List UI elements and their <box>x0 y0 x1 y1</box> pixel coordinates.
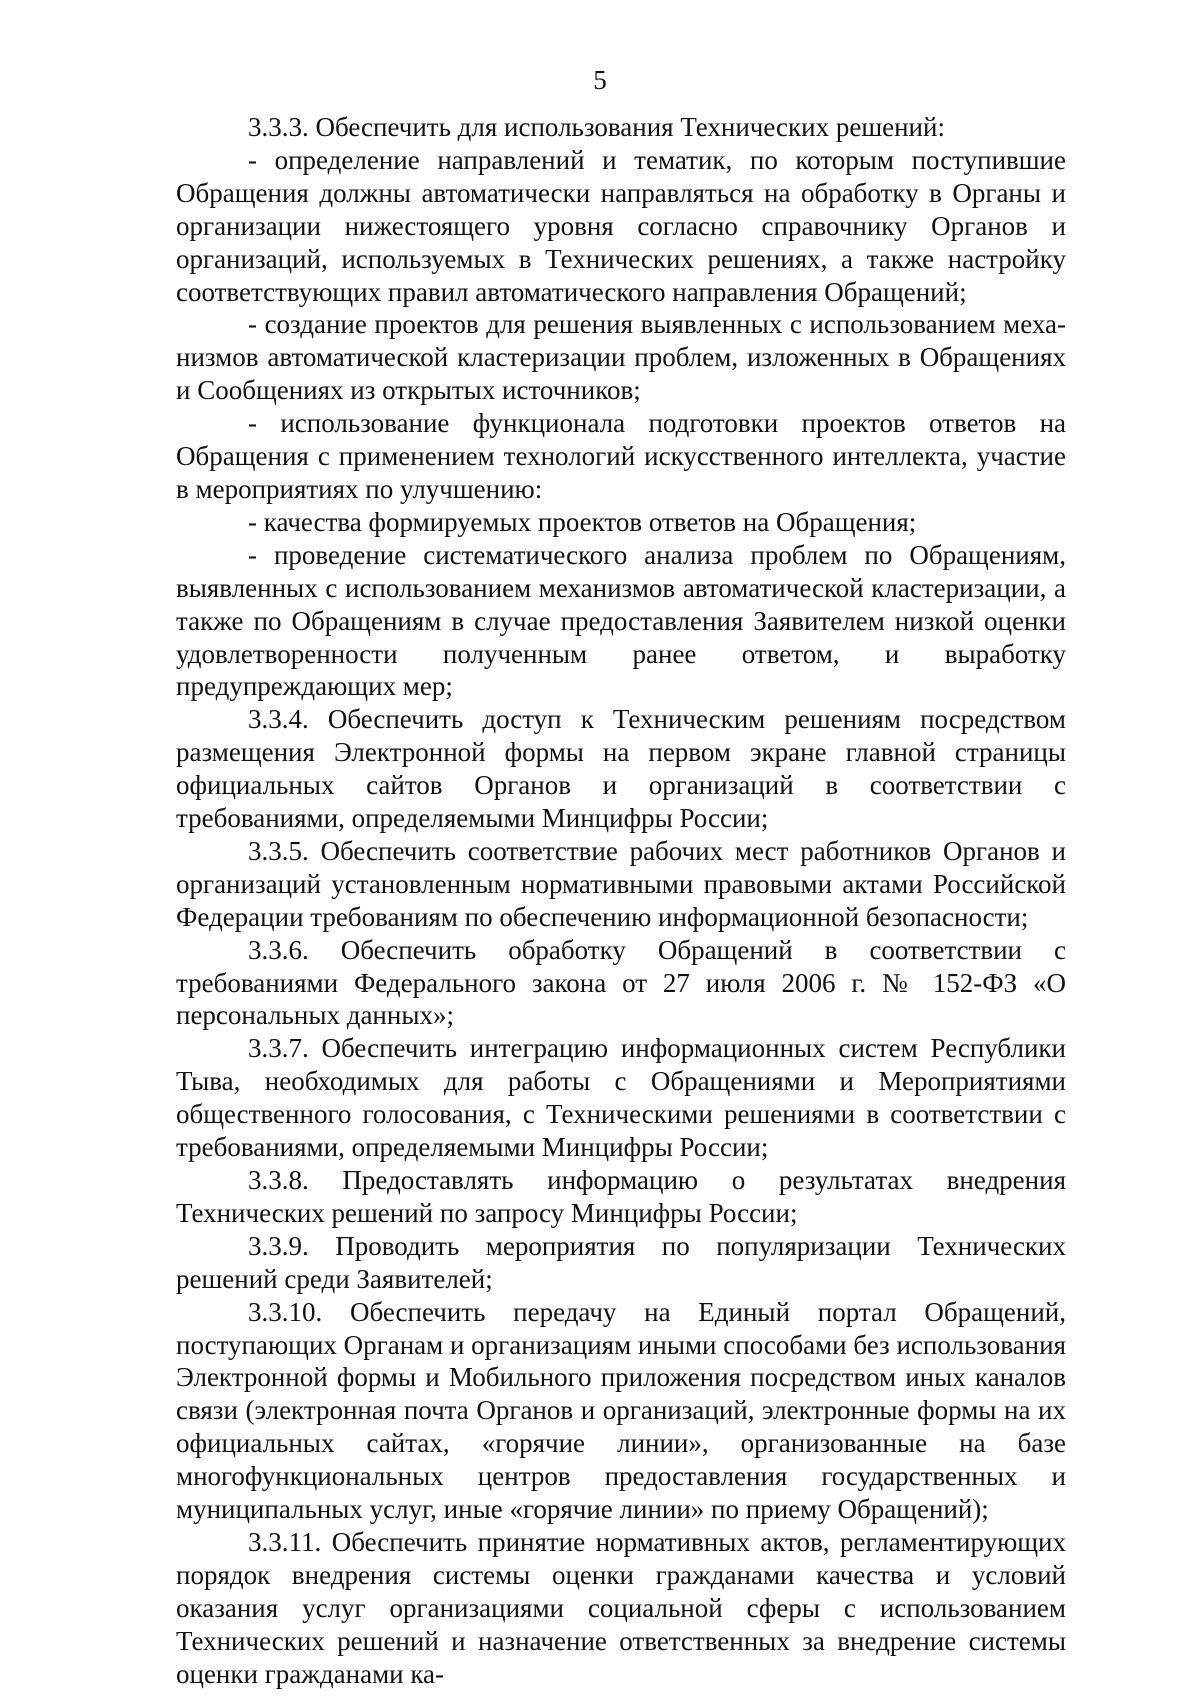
list-item-projects: - создание проектов для решения выявленных с использованием механизмов автоматической кластеризации проблем, изложенных в Обращениях и Сообщениях из открытых источников; <box>176 309 1066 406</box>
document-body <box>176 111 1066 1691</box>
list-item-ai-functionality: - использование функционала подготовки проектов ответов на Обращения с применением технологий искусственного интеллекта, участие в мероприятиях по улучшению: <box>176 408 1066 504</box>
paragraph-3-3-10: 3.3.10. Обеспечить передачу на Единый портал Обращений, поступающих Органам и организациям иными способами без использования Электронной формы и Мобильного приложения посредством иных каналов связи (электронная почта Органов и организаций, электронные формы на их официальных сайтах, «горячие линии», организованные на базе многофункциональных центров предоставления государственных и муниципальных услуг, иные «горячие линии» по приему Обращений); <box>176 1296 1066 1525</box>
paragraph-3-3-7: 3.3.7. Обеспечить интеграцию информационных систем Республики Тыва, необходимых для работы с Обращениями и Мероприятиями общественного голосования, с Техническими решениями в соответствии с требованиями, определяемыми Минцифры России; <box>176 1033 1066 1163</box>
paragraph-3-3-11: 3.3.11. Обеспечить принятие нормативных актов, регламентирующих порядок внедрения системы оценки гражданами качества и условий оказания услуг организациями социальной сферы с использованием Технических решений и назначение ответственных за внедрение системы оценки гражданами ка- <box>176 1526 1066 1689</box>
list-item-quality: - качества формируемых проектов ответов на Обращения; <box>248 506 917 537</box>
paragraph-3-3-8: 3.3.8. Предоставлять информацию о результатах внедрения Технических решений по запросу Минцифры России; <box>176 1165 1066 1228</box>
paragraph-3-3-9: 3.3.9. Проводить мероприятия по популяризации Технических решений среди Заявителей; <box>176 1230 1066 1294</box>
paragraph-3-3-5: 3.3.5. Обеспечить соответствие рабочих мест работников Органов и организаций установленным нормативными правовыми актами Российской Федерации требованиям по обеспечению информационной безопасности; <box>176 835 1066 932</box>
page-number: 5 <box>593 65 607 95</box>
paragraph-3-3-3: 3.3.3. Обеспечить для использования Технических решений: <box>248 112 945 142</box>
paragraph-3-3-6: 3.3.6. Обеспечить обработку Обращений в соответствии с требованиями Федерального закона от 27 июля 2006 г. № 152-ФЗ «О персональных данных»; <box>176 934 1066 1031</box>
list-item-directions: - определение направлений и тематик, по которым поступившие Обращения должны автоматически направляться на обработку в Органы и организации нижестоящего уровня согласно справочнику Органов и организаций, используемых в Технических решениях, а также настройку соответствующих правил автоматического направления Обращений; <box>176 144 1066 307</box>
list-item-analysis: - проведение систематического анализа проблем по Обращениям, выявленных с использованием механизмов автоматической кластеризации, а также по Обращениям в случае предоставления Заявителем низкой оценки удовлетворенности полученным ранее ответом, и выработку предупреждающих мер; <box>176 539 1066 702</box>
paragraph-3-3-4: 3.3.4. Обеспечить доступ к Техническим решениям посредством размещения Электронной формы на первом экране главной страницы официальных сайтов Органов и организаций в соответствии с требованиями, определяемыми Минцифры России; <box>176 704 1066 834</box>
